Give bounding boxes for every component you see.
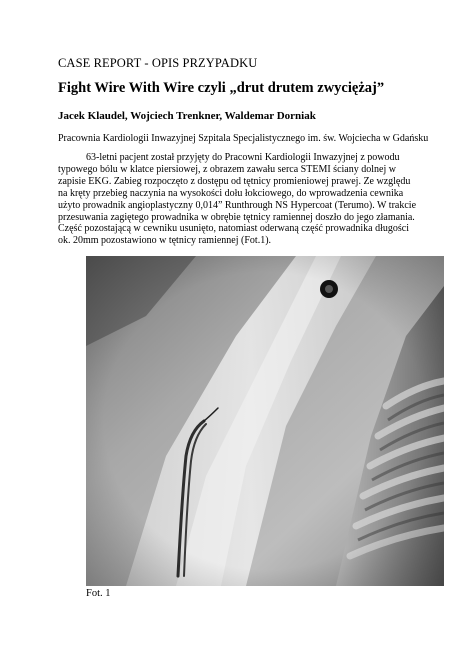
xray-figure: [86, 256, 444, 586]
xray-image: [86, 256, 444, 586]
figure-caption: Fot. 1: [86, 588, 111, 599]
article-title: Fight Wire With Wire czyli „drut drutem zwyciężaj”: [58, 80, 385, 96]
authors: Jacek Klaudel, Wojciech Trenkner, Waldemar Dorniak: [58, 110, 316, 122]
body-paragraph: 63-letni pacjent został przyjęty do Pracowni Kardiologii Inwazyjnej z powodu typowego bólu w klatce piersiowej, z obrazem zawału serca STEMI ściany dolnej w zapisie EKG. Zabieg rozpoczęto z dostępu od tętnicy promieniowej prawej. Ze względu na kręty przebieg naczynia na wysokości dołu łokciowego, do wprowadzenia cewnika użyto prowadnik angioplastyczny 0,014” Runthrough NS Hypercoat (Terumo). W trakcie przesuwania zagiętego prowadnika w obrębie tętnicy ramiennej doszło do jego złamania. Część pozostającą w cewniku usunięto, natomiast oderwaną część prowadnika długości ok. 20mm pozostawiono w tętnicy ramiennej (Fot.1).: [58, 152, 417, 247]
section-label: CASE REPORT - OPIS PRZYPADKU: [58, 56, 258, 70]
affiliation: Pracownia Kardiologii Inwazyjnej Szpitala Specjalistycznego im. św. Wojciecha w Gdańsku: [58, 133, 429, 144]
